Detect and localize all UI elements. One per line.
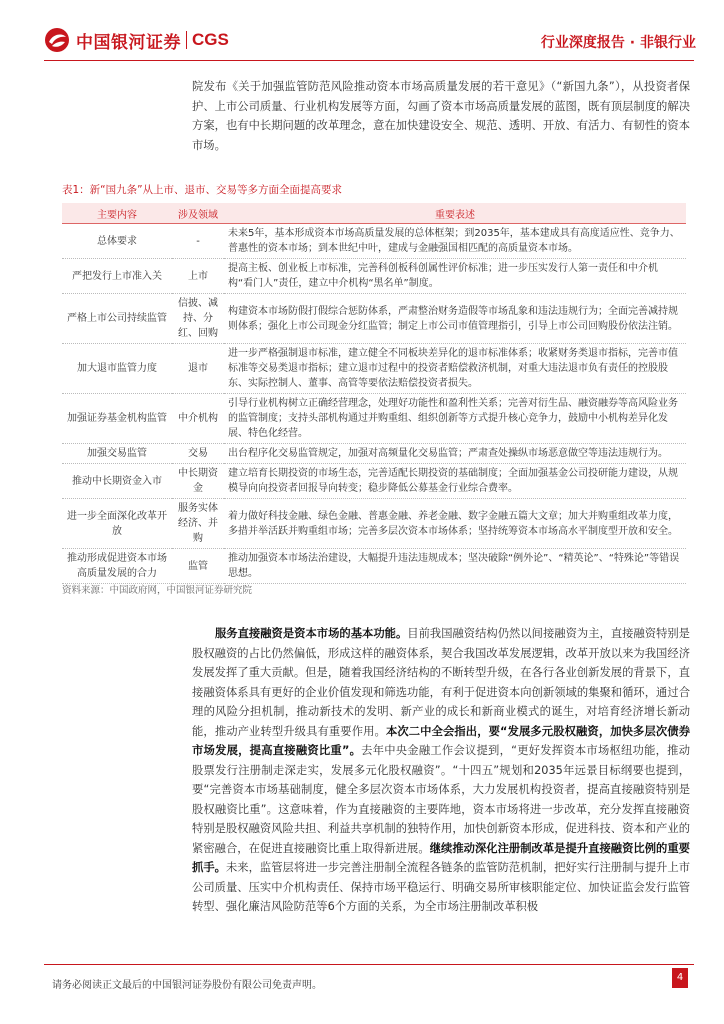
body-text-3: 未来，监管层将进一步完善注册制全流程各链条的监管防范机制，把好实行注册制与提升上市公司质量、压实中介机构责任、保持市场平稳运行、明确交易所审核职能定位、加快证监会发行监管转型、强化廉洁风险防范等6个方面的关系，为全市场注册制改革积极	[192, 861, 690, 913]
intro-paragraph: 院发布《关于加强监管防范风险推动资本市场高质量发展的若干意见》（“新国九条”），从投资者保护、上市公司质量、行业机构发展等方面，勾画了资本市场高质量发展的蓝图，既有顶层制度的解决方案，也有中长期问题的改革理念，意在加快建设安全、规范、透明、开放、有活力、有韧性的资本市场。	[192, 80, 690, 152]
row-area: 中介机构	[172, 394, 224, 444]
row-statement: 建立培育长期投资的市场生态，完善适配长期投资的基础制度；全面加强基金公司投研能力建设，从规模导向向投资者回报导向转变；稳步降低公募基金行业综合费率。	[224, 464, 686, 499]
company-logo	[44, 26, 229, 54]
bold-text-1: 本次二中全会指出，要“发展多元股权融资，加快多层次债券市场发展，提高直接融资比重”。	[192, 724, 690, 757]
row-topic: 总体要求	[62, 224, 172, 259]
table-title: 表1：新“国九条”从上市、退市、交易等多方面全面提高要求	[62, 184, 343, 196]
row-statement: 着力做好科技金融、绿色金融、普惠金融、养老金融、数字金融五篇大文章；加大并购重组改革力度，多措并举活跃并购重组市场；完善多层次资本市场体系；坚持统筹资本市场高水平制度型开放和安全。	[224, 499, 686, 549]
row-topic: 推动形成促进资本市场高质量发展的合力	[62, 549, 172, 584]
row-statement: 引导行业机构树立正确经营理念，处理好功能性和盈利性关系；完善对衍生品、融资融券等高风险业务的监管制度；支持头部机构通过并购重组、组织创新等方式提升核心竞争力，鼓励中小机构差异化发展、特色化经营。	[224, 394, 686, 444]
table-header-row	[62, 203, 686, 224]
table-row	[62, 344, 686, 394]
footer-disclaimer: 请务必阅读正文最后的中国银河证券股份有限公司免责声明。	[52, 980, 322, 991]
page-number: 4	[672, 968, 688, 988]
table-row	[62, 464, 686, 499]
table-row	[62, 394, 686, 444]
bold-text-2: 继续推动深化注册制改革是提升直接融资比例的重要抓手。	[192, 841, 690, 874]
header-area: 涉及领域	[172, 203, 224, 224]
row-area: -	[172, 224, 224, 259]
body-text-2: 去年中央金融工作会议提到，“更好发挥资本市场枢纽功能，推动股票发行注册制走深走实，发展多元化股权融资”。“十四五”规划和2035年远景目标纲要也提到，要“完善资本市场基础制度，健全多层次资本市场体系，大力发展机构投资者，提高直接融资特别是股权融资比重”。这意味着，作为直接融资的主要阵地，资本市场将进一步改革，充分发挥直接融资特别是股权融资风险共担、利益共享机制的独特作用，加快创新资本形成，促进科技、资本和产业的紧密融合，在促进直接融资比重上取得新进展。	[192, 744, 690, 855]
brand-name-en: CGS	[192, 30, 229, 49]
row-topic: 加强证券基金机构监管	[62, 394, 172, 444]
row-topic: 推动中长期资金入市	[62, 464, 172, 499]
row-statement: 推动加强资本市场法治建设，大幅提升违法违规成本；坚决破除“例外论”、“精英论”、“特殊论”等错误思想。	[224, 549, 686, 584]
row-topic: 进一步全面深化改革开放	[62, 499, 172, 549]
row-statement: 出台程序化交易监管规定，加强对高频量化交易监管；严肃查处操纵市场恶意做空等违法违规行为。	[224, 444, 686, 464]
table-row	[62, 499, 686, 549]
table-row	[62, 224, 686, 259]
brand-name-cn: 中国银河证券	[76, 32, 181, 53]
policy-table	[62, 203, 686, 584]
header-divider	[44, 60, 694, 61]
table-row	[62, 259, 686, 294]
row-area: 退市	[172, 344, 224, 394]
table-source: 资料来源：中国政府网，中国银河证券研究院	[62, 585, 253, 596]
table-row	[62, 444, 686, 464]
row-area: 上市	[172, 259, 224, 294]
row-area: 中长期资金	[172, 464, 224, 499]
row-topic: 严把发行上市准入关	[62, 259, 172, 294]
row-topic: 加大退市监管力度	[62, 344, 172, 394]
lead-bold-text: 服务直接融资是资本市场的基本功能。	[215, 627, 408, 640]
row-statement: 构建资本市场防假打假综合惩防体系，严肃整治财务造假等市场乱象和违法违规行为；全面完善减持规则体系；强化上市公司现金分红监管；制定上市公司市值管理指引，引导上市公司回购股份依法注销。	[224, 294, 686, 344]
row-topic: 严格上市公司持续监管	[62, 294, 172, 344]
row-area: 交易	[172, 444, 224, 464]
main-paragraph	[192, 624, 690, 917]
brand-separator	[186, 31, 187, 49]
header-topic: 主要内容	[62, 203, 172, 224]
row-topic: 加强交易监管	[62, 444, 172, 464]
row-area: 服务实体经济、并购	[172, 499, 224, 549]
table-row	[62, 549, 686, 584]
galaxy-logo-icon	[44, 27, 70, 53]
row-area: 监管	[172, 549, 224, 584]
row-statement: 提高主板、创业板上市标准，完善科创板科创属性评价标准；进一步压实发行人第一责任和中介机构“看门人”责任，建立中介机构“黑名单”制度。	[224, 259, 686, 294]
report-type: 行业深度报告 · 非银行业	[540, 35, 696, 51]
header-statement: 重要表述	[224, 203, 686, 224]
row-statement: 未来5年，基本形成资本市场高质量发展的总体框架；到2035年，基本建成具有高度适应性、竞争力、普惠性的资本市场；到本世纪中叶，建成与金融强国相匹配的高质量资本市场。	[224, 224, 686, 259]
page-header	[0, 0, 724, 64]
table-row	[62, 294, 686, 344]
footer-divider	[44, 964, 694, 965]
body-text-1: 目前我国融资结构仍然以间接融资为主，直接融资特别是股权融资的占比仍然偏低，形成这样的融资体系，契合我国改革发展逻辑，改革开放以来为我国经济发展发挥了重大贡献。但是，随着我国经济结构的不断转型升级，在各行各业创新发展的背景下，直接融资体系具有更好的企业价值发现和筛选功能，有利于促进资本向创新领域的集聚和循环，通过合理的风险分担机制，推动新技术的发明、新产业的成长和新商业模式的诞生，对培育经济增长新动能，推动产业转型升级具有重要作用。	[192, 627, 690, 738]
row-area: 信披、减持、分红、回购	[172, 294, 224, 344]
row-statement: 进一步严格强制退市标准，建立健全不同板块差异化的退市标准体系；收紧财务类退市指标，完善市值标准等交易类退市指标；建立退市过程中的投资者赔偿救济机制，对重大违法退市负有责任的控股股东、实际控制人、董事、高管等要依法赔偿投资者损失。	[224, 344, 686, 394]
